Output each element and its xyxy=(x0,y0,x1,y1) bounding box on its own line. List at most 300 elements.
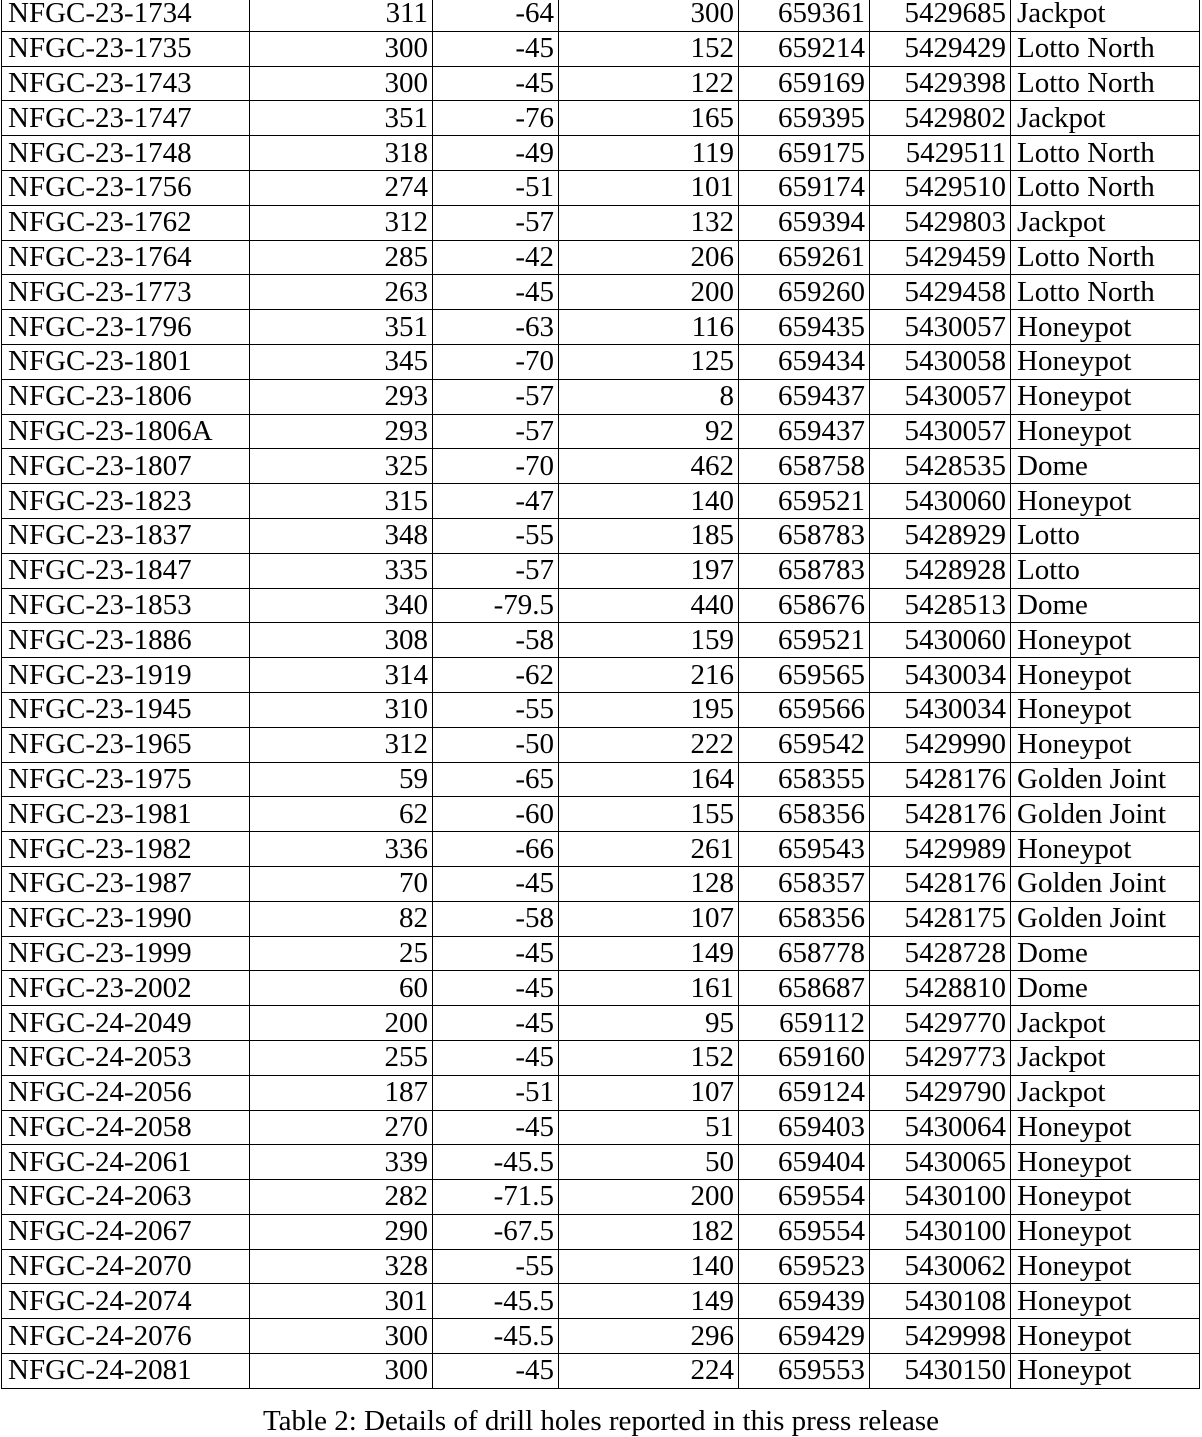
northing-cell: 5430062 xyxy=(870,1249,1011,1284)
dip-cell: -57 xyxy=(433,553,559,588)
target-cell: Golden Joint xyxy=(1011,866,1200,901)
dip-cell: -45 xyxy=(433,275,559,310)
hole-id-cell: NFGC-23-1806 xyxy=(2,379,250,414)
easting-cell: 659435 xyxy=(739,310,870,345)
dip-cell: -70 xyxy=(433,449,559,484)
hole-id-cell: NFGC-23-1982 xyxy=(2,832,250,867)
azimuth-cell: 340 xyxy=(250,588,433,623)
dip-cell: -45.5 xyxy=(433,1319,559,1354)
dip-cell: -70 xyxy=(433,344,559,379)
length-cell: 300 xyxy=(559,0,739,31)
target-cell: Jackpot xyxy=(1011,101,1200,136)
easting-cell: 659554 xyxy=(739,1214,870,1249)
table-row xyxy=(2,1075,1200,1110)
length-cell: 140 xyxy=(559,1249,739,1284)
target-cell: Jackpot xyxy=(1011,1040,1200,1075)
northing-cell: 5428176 xyxy=(870,762,1011,797)
northing-cell: 5429510 xyxy=(870,170,1011,205)
hole-id-cell: NFGC-23-1735 xyxy=(2,31,250,66)
table-row xyxy=(2,866,1200,901)
easting-cell: 659566 xyxy=(739,692,870,727)
table-row xyxy=(2,275,1200,310)
easting-cell: 658687 xyxy=(739,971,870,1006)
target-cell: Lotto North xyxy=(1011,240,1200,275)
easting-cell: 659437 xyxy=(739,414,870,449)
dip-cell: -66 xyxy=(433,832,559,867)
table-row xyxy=(2,1354,1200,1389)
length-cell: 152 xyxy=(559,1040,739,1075)
target-cell: Honeypot xyxy=(1011,692,1200,727)
length-cell: 152 xyxy=(559,31,739,66)
length-cell: 195 xyxy=(559,692,739,727)
target-cell: Jackpot xyxy=(1011,0,1200,31)
length-cell: 206 xyxy=(559,240,739,275)
azimuth-cell: 336 xyxy=(250,832,433,867)
northing-cell: 5429803 xyxy=(870,205,1011,240)
hole-id-cell: NFGC-24-2081 xyxy=(2,1354,250,1389)
easting-cell: 659403 xyxy=(739,1110,870,1145)
table-row xyxy=(2,692,1200,727)
azimuth-cell: 300 xyxy=(250,31,433,66)
table-row xyxy=(2,1319,1200,1354)
easting-cell: 659260 xyxy=(739,275,870,310)
dip-cell: -45.5 xyxy=(433,1145,559,1180)
target-cell: Golden Joint xyxy=(1011,797,1200,832)
length-cell: 132 xyxy=(559,205,739,240)
azimuth-cell: 351 xyxy=(250,101,433,136)
dip-cell: -45 xyxy=(433,971,559,1006)
easting-cell: 658356 xyxy=(739,797,870,832)
azimuth-cell: 315 xyxy=(250,484,433,519)
easting-cell: 658357 xyxy=(739,866,870,901)
azimuth-cell: 293 xyxy=(250,414,433,449)
hole-id-cell: NFGC-23-1743 xyxy=(2,66,250,101)
northing-cell: 5430034 xyxy=(870,692,1011,727)
length-cell: 92 xyxy=(559,414,739,449)
dip-cell: -76 xyxy=(433,101,559,136)
hole-id-cell: NFGC-24-2053 xyxy=(2,1040,250,1075)
dip-cell: -55 xyxy=(433,518,559,553)
hole-id-cell: NFGC-23-1773 xyxy=(2,275,250,310)
hole-id-cell: NFGC-23-1806A xyxy=(2,414,250,449)
azimuth-cell: 308 xyxy=(250,623,433,658)
hole-id-cell: NFGC-24-2058 xyxy=(2,1110,250,1145)
target-cell: Honeypot xyxy=(1011,310,1200,345)
dip-cell: -63 xyxy=(433,310,559,345)
hole-id-cell: NFGC-23-1747 xyxy=(2,101,250,136)
easting-cell: 659112 xyxy=(739,1006,870,1041)
azimuth-cell: 300 xyxy=(250,66,433,101)
target-cell: Honeypot xyxy=(1011,344,1200,379)
length-cell: 50 xyxy=(559,1145,739,1180)
northing-cell: 5428176 xyxy=(870,797,1011,832)
length-cell: 261 xyxy=(559,832,739,867)
table-row xyxy=(2,344,1200,379)
target-cell: Honeypot xyxy=(1011,623,1200,658)
azimuth-cell: 59 xyxy=(250,762,433,797)
hole-id-cell: NFGC-23-1823 xyxy=(2,484,250,519)
target-cell: Honeypot xyxy=(1011,1319,1200,1354)
target-cell: Honeypot xyxy=(1011,379,1200,414)
target-cell: Honeypot xyxy=(1011,484,1200,519)
dip-cell: -57 xyxy=(433,205,559,240)
dip-cell: -51 xyxy=(433,1075,559,1110)
hole-id-cell: NFGC-23-1764 xyxy=(2,240,250,275)
length-cell: 216 xyxy=(559,658,739,693)
table-row xyxy=(2,658,1200,693)
table-row xyxy=(2,1145,1200,1180)
azimuth-cell: 345 xyxy=(250,344,433,379)
hole-id-cell: NFGC-23-1807 xyxy=(2,449,250,484)
length-cell: 8 xyxy=(559,379,739,414)
easting-cell: 659394 xyxy=(739,205,870,240)
dip-cell: -58 xyxy=(433,623,559,658)
azimuth-cell: 70 xyxy=(250,866,433,901)
azimuth-cell: 339 xyxy=(250,1145,433,1180)
azimuth-cell: 300 xyxy=(250,1319,433,1354)
target-cell: Golden Joint xyxy=(1011,901,1200,936)
table-row xyxy=(2,1249,1200,1284)
easting-cell: 659521 xyxy=(739,623,870,658)
length-cell: 182 xyxy=(559,1214,739,1249)
northing-cell: 5428728 xyxy=(870,936,1011,971)
northing-cell: 5429989 xyxy=(870,832,1011,867)
azimuth-cell: 62 xyxy=(250,797,433,832)
easting-cell: 659523 xyxy=(739,1249,870,1284)
target-cell: Honeypot xyxy=(1011,658,1200,693)
target-cell: Dome xyxy=(1011,971,1200,1006)
dip-cell: -45 xyxy=(433,1110,559,1145)
table-row xyxy=(2,484,1200,519)
hole-id-cell: NFGC-24-2056 xyxy=(2,1075,250,1110)
target-cell: Honeypot xyxy=(1011,414,1200,449)
hole-id-cell: NFGC-23-1990 xyxy=(2,901,250,936)
length-cell: 107 xyxy=(559,1075,739,1110)
table-row xyxy=(2,553,1200,588)
northing-cell: 5429458 xyxy=(870,275,1011,310)
northing-cell: 5428810 xyxy=(870,971,1011,1006)
hole-id-cell: NFGC-23-1945 xyxy=(2,692,250,727)
northing-cell: 5429429 xyxy=(870,31,1011,66)
dip-cell: -45 xyxy=(433,66,559,101)
azimuth-cell: 314 xyxy=(250,658,433,693)
azimuth-cell: 311 xyxy=(250,0,433,31)
table-row xyxy=(2,240,1200,275)
length-cell: 185 xyxy=(559,518,739,553)
hole-id-cell: NFGC-23-1801 xyxy=(2,344,250,379)
table-row xyxy=(2,518,1200,553)
easting-cell: 659565 xyxy=(739,658,870,693)
table-row xyxy=(2,936,1200,971)
table-row xyxy=(2,379,1200,414)
northing-cell: 5430065 xyxy=(870,1145,1011,1180)
length-cell: 119 xyxy=(559,136,739,171)
length-cell: 149 xyxy=(559,1284,739,1319)
table-row xyxy=(2,971,1200,1006)
target-cell: Honeypot xyxy=(1011,1110,1200,1145)
easting-cell: 659175 xyxy=(739,136,870,171)
dip-cell: -42 xyxy=(433,240,559,275)
length-cell: 95 xyxy=(559,1006,739,1041)
target-cell: Jackpot xyxy=(1011,1075,1200,1110)
azimuth-cell: 300 xyxy=(250,1354,433,1389)
azimuth-cell: 335 xyxy=(250,553,433,588)
length-cell: 128 xyxy=(559,866,739,901)
length-cell: 440 xyxy=(559,588,739,623)
hole-id-cell: NFGC-23-1756 xyxy=(2,170,250,205)
northing-cell: 5430108 xyxy=(870,1284,1011,1319)
dip-cell: -57 xyxy=(433,379,559,414)
hole-id-cell: NFGC-23-1965 xyxy=(2,727,250,762)
target-cell: Honeypot xyxy=(1011,832,1200,867)
easting-cell: 659542 xyxy=(739,727,870,762)
hole-id-cell: NFGC-23-1748 xyxy=(2,136,250,171)
table-row xyxy=(2,797,1200,832)
hole-id-cell: NFGC-23-1837 xyxy=(2,518,250,553)
azimuth-cell: 270 xyxy=(250,1110,433,1145)
azimuth-cell: 274 xyxy=(250,170,433,205)
northing-cell: 5430058 xyxy=(870,344,1011,379)
table-row xyxy=(2,901,1200,936)
length-cell: 161 xyxy=(559,971,739,1006)
dip-cell: -64 xyxy=(433,0,559,31)
northing-cell: 5429459 xyxy=(870,240,1011,275)
hole-id-cell: NFGC-23-2002 xyxy=(2,971,250,1006)
azimuth-cell: 318 xyxy=(250,136,433,171)
easting-cell: 659169 xyxy=(739,66,870,101)
table-row xyxy=(2,762,1200,797)
easting-cell: 659553 xyxy=(739,1354,870,1389)
easting-cell: 658778 xyxy=(739,936,870,971)
dip-cell: -55 xyxy=(433,692,559,727)
length-cell: 164 xyxy=(559,762,739,797)
length-cell: 462 xyxy=(559,449,739,484)
northing-cell: 5430034 xyxy=(870,658,1011,693)
drill-hole-table xyxy=(1,0,1200,1389)
northing-cell: 5429802 xyxy=(870,101,1011,136)
azimuth-cell: 25 xyxy=(250,936,433,971)
length-cell: 107 xyxy=(559,901,739,936)
dip-cell: -50 xyxy=(433,727,559,762)
target-cell: Lotto North xyxy=(1011,66,1200,101)
easting-cell: 659437 xyxy=(739,379,870,414)
hole-id-cell: NFGC-23-1762 xyxy=(2,205,250,240)
table-row xyxy=(2,449,1200,484)
hole-id-cell: NFGC-23-1987 xyxy=(2,866,250,901)
hole-id-cell: NFGC-24-2067 xyxy=(2,1214,250,1249)
hole-id-cell: NFGC-23-1796 xyxy=(2,310,250,345)
northing-cell: 5430100 xyxy=(870,1180,1011,1215)
azimuth-cell: 312 xyxy=(250,727,433,762)
dip-cell: -45 xyxy=(433,31,559,66)
azimuth-cell: 200 xyxy=(250,1006,433,1041)
length-cell: 224 xyxy=(559,1354,739,1389)
easting-cell: 659261 xyxy=(739,240,870,275)
azimuth-cell: 348 xyxy=(250,518,433,553)
northing-cell: 5429998 xyxy=(870,1319,1011,1354)
hole-id-cell: NFGC-23-1999 xyxy=(2,936,250,971)
northing-cell: 5428175 xyxy=(870,901,1011,936)
table-row xyxy=(2,31,1200,66)
azimuth-cell: 351 xyxy=(250,310,433,345)
table-row xyxy=(2,1006,1200,1041)
easting-cell: 659404 xyxy=(739,1145,870,1180)
length-cell: 149 xyxy=(559,936,739,971)
target-cell: Lotto North xyxy=(1011,136,1200,171)
table-row xyxy=(2,205,1200,240)
northing-cell: 5430060 xyxy=(870,484,1011,519)
hole-id-cell: NFGC-23-1981 xyxy=(2,797,250,832)
target-cell: Honeypot xyxy=(1011,1249,1200,1284)
table-body xyxy=(2,0,1200,1388)
azimuth-cell: 325 xyxy=(250,449,433,484)
azimuth-cell: 328 xyxy=(250,1249,433,1284)
azimuth-cell: 187 xyxy=(250,1075,433,1110)
easting-cell: 658783 xyxy=(739,553,870,588)
dip-cell: -67.5 xyxy=(433,1214,559,1249)
easting-cell: 659554 xyxy=(739,1180,870,1215)
length-cell: 200 xyxy=(559,275,739,310)
dip-cell: -51 xyxy=(433,170,559,205)
table-row xyxy=(2,1040,1200,1075)
target-cell: Lotto North xyxy=(1011,31,1200,66)
northing-cell: 5429990 xyxy=(870,727,1011,762)
table-row xyxy=(2,1214,1200,1249)
azimuth-cell: 263 xyxy=(250,275,433,310)
easting-cell: 659521 xyxy=(739,484,870,519)
azimuth-cell: 312 xyxy=(250,205,433,240)
dip-cell: -60 xyxy=(433,797,559,832)
hole-id-cell: NFGC-24-2070 xyxy=(2,1249,250,1284)
northing-cell: 5428928 xyxy=(870,553,1011,588)
table-row xyxy=(2,310,1200,345)
length-cell: 51 xyxy=(559,1110,739,1145)
easting-cell: 659160 xyxy=(739,1040,870,1075)
azimuth-cell: 282 xyxy=(250,1180,433,1215)
target-cell: Lotto North xyxy=(1011,170,1200,205)
northing-cell: 5430057 xyxy=(870,379,1011,414)
table-row xyxy=(2,414,1200,449)
northing-cell: 5429790 xyxy=(870,1075,1011,1110)
table-row xyxy=(2,727,1200,762)
table-row xyxy=(2,170,1200,205)
target-cell: Golden Joint xyxy=(1011,762,1200,797)
hole-id-cell: NFGC-23-1919 xyxy=(2,658,250,693)
hole-id-cell: NFGC-23-1853 xyxy=(2,588,250,623)
table-row xyxy=(2,1284,1200,1319)
easting-cell: 658676 xyxy=(739,588,870,623)
target-cell: Dome xyxy=(1011,588,1200,623)
easting-cell: 658355 xyxy=(739,762,870,797)
hole-id-cell: NFGC-23-1847 xyxy=(2,553,250,588)
dip-cell: -55 xyxy=(433,1249,559,1284)
northing-cell: 5429770 xyxy=(870,1006,1011,1041)
dip-cell: -71.5 xyxy=(433,1180,559,1215)
length-cell: 159 xyxy=(559,623,739,658)
northing-cell: 5429685 xyxy=(870,0,1011,31)
easting-cell: 659214 xyxy=(739,31,870,66)
easting-cell: 658356 xyxy=(739,901,870,936)
azimuth-cell: 301 xyxy=(250,1284,433,1319)
hole-id-cell: NFGC-23-1975 xyxy=(2,762,250,797)
hole-id-cell: NFGC-23-1734 xyxy=(2,0,250,31)
length-cell: 101 xyxy=(559,170,739,205)
target-cell: Lotto North xyxy=(1011,275,1200,310)
target-cell: Lotto xyxy=(1011,518,1200,553)
northing-cell: 5428513 xyxy=(870,588,1011,623)
hole-id-cell: NFGC-24-2076 xyxy=(2,1319,250,1354)
dip-cell: -49 xyxy=(433,136,559,171)
hole-id-cell: NFGC-24-2061 xyxy=(2,1145,250,1180)
length-cell: 140 xyxy=(559,484,739,519)
azimuth-cell: 293 xyxy=(250,379,433,414)
table-row xyxy=(2,588,1200,623)
table-row xyxy=(2,101,1200,136)
dip-cell: -45 xyxy=(433,1006,559,1041)
dip-cell: -45.5 xyxy=(433,1284,559,1319)
northing-cell: 5429398 xyxy=(870,66,1011,101)
target-cell: Dome xyxy=(1011,936,1200,971)
northing-cell: 5429511 xyxy=(870,136,1011,171)
northing-cell: 5430057 xyxy=(870,414,1011,449)
easting-cell: 659124 xyxy=(739,1075,870,1110)
target-cell: Honeypot xyxy=(1011,1145,1200,1180)
length-cell: 165 xyxy=(559,101,739,136)
dip-cell: -45 xyxy=(433,1354,559,1389)
azimuth-cell: 82 xyxy=(250,901,433,936)
length-cell: 197 xyxy=(559,553,739,588)
length-cell: 125 xyxy=(559,344,739,379)
table-caption: Table 2: Details of drill holes reported in this press release xyxy=(262,1405,940,1437)
table-row xyxy=(2,623,1200,658)
northing-cell: 5430150 xyxy=(870,1354,1011,1389)
length-cell: 155 xyxy=(559,797,739,832)
hole-id-cell: NFGC-24-2063 xyxy=(2,1180,250,1215)
northing-cell: 5430064 xyxy=(870,1110,1011,1145)
azimuth-cell: 290 xyxy=(250,1214,433,1249)
northing-cell: 5430057 xyxy=(870,310,1011,345)
easting-cell: 658783 xyxy=(739,518,870,553)
length-cell: 222 xyxy=(559,727,739,762)
target-cell: Honeypot xyxy=(1011,1214,1200,1249)
length-cell: 116 xyxy=(559,310,739,345)
northing-cell: 5430100 xyxy=(870,1214,1011,1249)
azimuth-cell: 285 xyxy=(250,240,433,275)
easting-cell: 659361 xyxy=(739,0,870,31)
table-row xyxy=(2,136,1200,171)
target-cell: Honeypot xyxy=(1011,1284,1200,1319)
easting-cell: 659439 xyxy=(739,1284,870,1319)
length-cell: 122 xyxy=(559,66,739,101)
hole-id-cell: NFGC-23-1886 xyxy=(2,623,250,658)
dip-cell: -45 xyxy=(433,1040,559,1075)
dip-cell: -58 xyxy=(433,901,559,936)
target-cell: Honeypot xyxy=(1011,727,1200,762)
northing-cell: 5428929 xyxy=(870,518,1011,553)
easting-cell: 659434 xyxy=(739,344,870,379)
dip-cell: -65 xyxy=(433,762,559,797)
length-cell: 200 xyxy=(559,1180,739,1215)
northing-cell: 5429773 xyxy=(870,1040,1011,1075)
northing-cell: 5428535 xyxy=(870,449,1011,484)
target-cell: Lotto xyxy=(1011,553,1200,588)
target-cell: Honeypot xyxy=(1011,1354,1200,1389)
dip-cell: -45 xyxy=(433,866,559,901)
length-cell: 296 xyxy=(559,1319,739,1354)
hole-id-cell: NFGC-24-2074 xyxy=(2,1284,250,1319)
northing-cell: 5428176 xyxy=(870,866,1011,901)
table-row xyxy=(2,66,1200,101)
